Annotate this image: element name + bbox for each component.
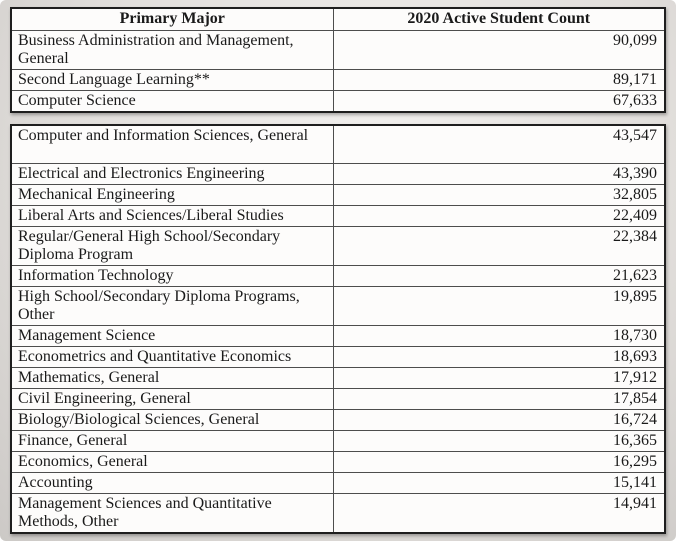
count-cell: 16,365 <box>333 431 665 452</box>
major-cell: High School/Secondary Diploma Programs, Other <box>11 287 333 326</box>
table-row <box>11 368 665 389</box>
major-cell: Management Science <box>11 326 333 347</box>
major-cell: Finance, General <box>11 431 333 452</box>
table-row <box>11 494 665 534</box>
table-row <box>11 287 665 326</box>
major-cell: Liberal Arts and Sciences/Liberal Studies <box>11 206 333 227</box>
table-row <box>11 164 665 185</box>
count-cell: 18,730 <box>333 326 665 347</box>
table-row <box>11 389 665 410</box>
major-cell: Regular/General High School/Secondary Diploma Program <box>11 227 333 266</box>
count-cell: 17,854 <box>333 389 665 410</box>
table-row <box>11 91 665 113</box>
major-cell: Business Administration and Management, General <box>11 31 333 70</box>
major-cell: Civil Engineering, General <box>11 389 333 410</box>
major-cell: Management Sciences and Quantitative Methods, Other <box>11 494 333 534</box>
table-row <box>11 347 665 368</box>
count-cell: 43,390 <box>333 164 665 185</box>
major-cell: Economics, General <box>11 452 333 473</box>
count-cell: 22,409 <box>333 206 665 227</box>
count-cell: 21,623 <box>333 266 665 287</box>
table-gap <box>10 113 676 124</box>
count-cell: 67,633 <box>333 91 665 113</box>
major-cell: Accounting <box>11 473 333 494</box>
count-cell: 22,384 <box>333 227 665 266</box>
count-cell: 17,912 <box>333 368 665 389</box>
table-row <box>11 410 665 431</box>
table-row <box>11 31 665 70</box>
primary-major-header: Primary Major <box>11 8 333 31</box>
table-row <box>11 227 665 266</box>
table-row <box>11 266 665 287</box>
major-cell: Electrical and Electronics Engineering <box>11 164 333 185</box>
count-cell: 90,099 <box>333 31 665 70</box>
count-cell: 16,724 <box>333 410 665 431</box>
table-row <box>11 125 665 164</box>
major-cell: Computer Science <box>11 91 333 113</box>
table-row <box>11 206 665 227</box>
count-cell: 16,295 <box>333 452 665 473</box>
table-header-row <box>11 8 665 31</box>
major-cell: Econometrics and Quantitative Economics <box>11 347 333 368</box>
table-row <box>11 185 665 206</box>
count-cell: 14,941 <box>333 494 665 534</box>
table-row <box>11 70 665 91</box>
student-count-header: 2020 Active Student Count <box>333 8 665 31</box>
table-row <box>11 326 665 347</box>
major-cell: Information Technology <box>11 266 333 287</box>
bottom-table <box>10 124 666 534</box>
table-row <box>11 431 665 452</box>
count-cell: 43,547 <box>333 125 665 164</box>
count-cell: 89,171 <box>333 70 665 91</box>
major-cell: Mechanical Engineering <box>11 185 333 206</box>
major-cell: Computer and Information Sciences, General <box>11 125 333 164</box>
major-cell: Biology/Biological Sciences, General <box>11 410 333 431</box>
top-table <box>10 7 666 113</box>
count-cell: 18,693 <box>333 347 665 368</box>
count-cell: 32,805 <box>333 185 665 206</box>
table-row <box>11 452 665 473</box>
major-cell: Second Language Learning** <box>11 70 333 91</box>
count-cell: 15,141 <box>333 473 665 494</box>
major-cell: Mathematics, General <box>11 368 333 389</box>
count-cell: 19,895 <box>333 287 665 326</box>
table-row <box>11 473 665 494</box>
